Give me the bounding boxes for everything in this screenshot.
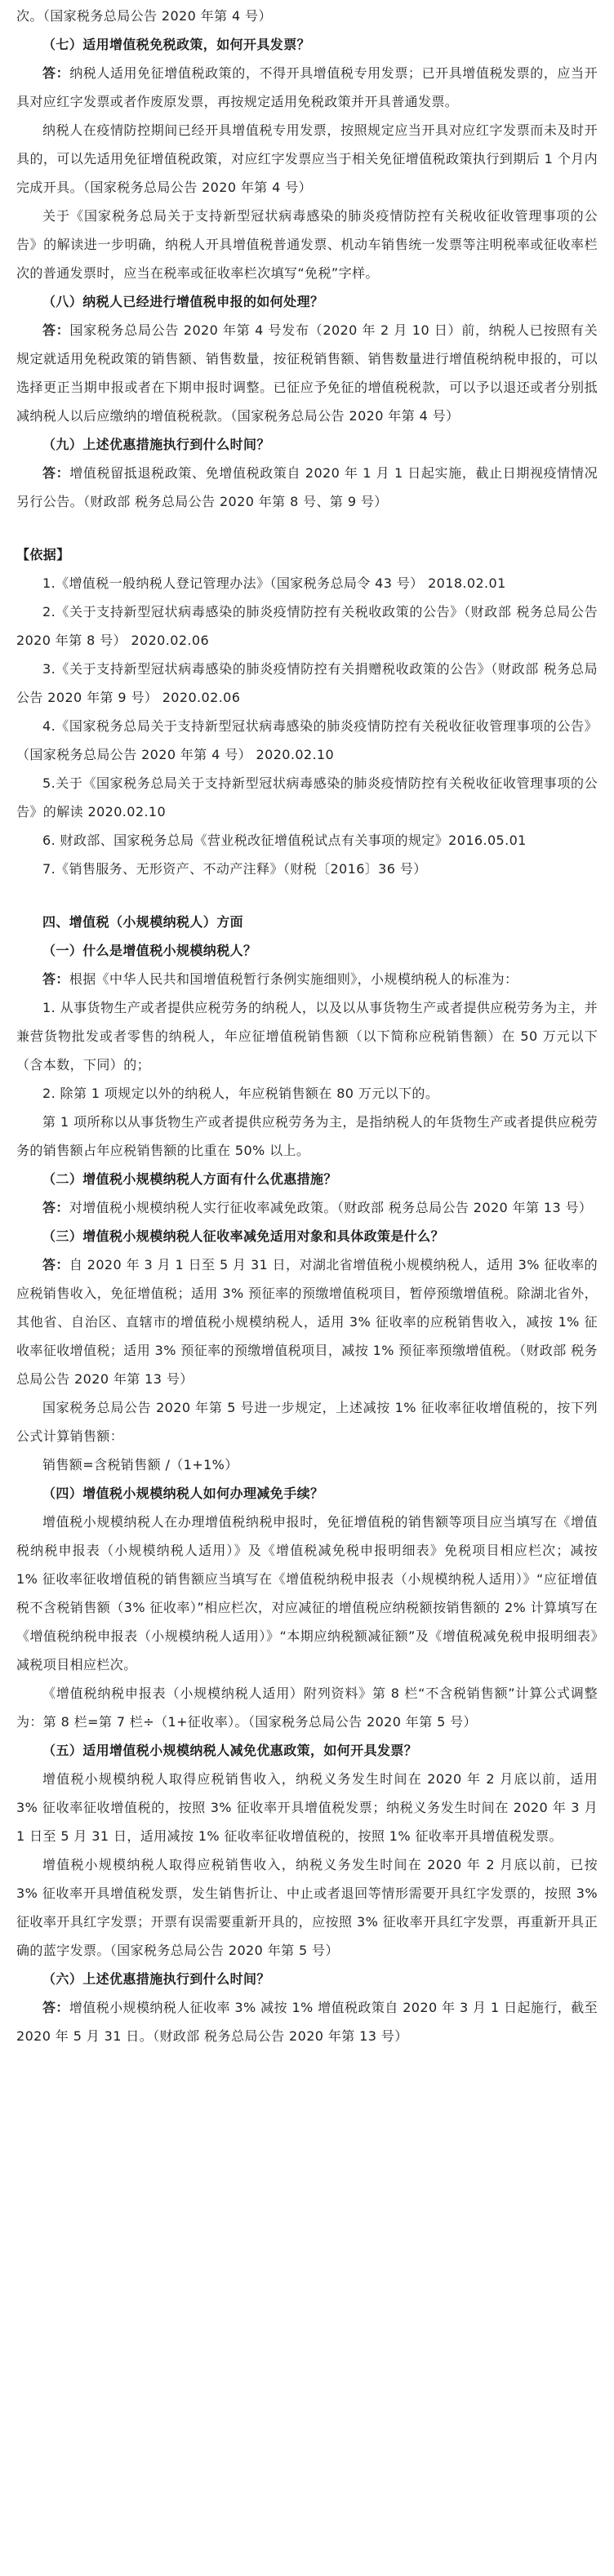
answer-label: 答： <box>42 65 70 81</box>
section-heading: 四、增值税（小规模纳税人）方面 <box>42 914 244 930</box>
body-paragraph: 增值税小规模纳税人取得应税销售收入，纳税义务发生时间在 2020 年 2 月底以前，适用 3% 征收率征收增值税的，按照 3% 征收率开具增值税发票；纳税义务发生时间在 2020 年 3 月 1 日至 5 月 31 日，适用减按 1% 征收率征收增值税的，按照 1% 征收率开具增值税发票。 <box>16 1771 598 1844</box>
section-gap <box>16 883 598 908</box>
body-paragraph: 《增值税纳税申报表（小规模纳税人适用）附列资料》第 8 栏“不含税销售额”计算公式调整为：第 8 栏=第 7 栏÷（1+征收率）。（国家税务总局公告 2020 年第 5 号） <box>16 1686 598 1730</box>
answer-text: 根据《中华人民共和国增值税暂行条例实施细则》，小规模纳税人的标准为： <box>69 971 518 987</box>
reference-item: 7.《销售服务、无形资产、不动产注释》（财税〔2016〕36 号） <box>42 861 427 877</box>
answer-text: 自 2020 年 3 月 1 日至 5 月 31 日，对湖北省增值税小规模纳税人，适用 3% 征收率的应税销售收入，免征增值税；适用 3% 预征率的预缴增值税项目，暂停预缴增值税。除湖北省外，其他省、自治区、直辖市的增值税小规模纳税人，适用 3% 征收率的应税销售收入，减按 1% 征收率征收增值税；适用 3% 预征率的预缴增值税项目，减按 1% 预征率预缴增值税。（财政部 税务总局公告 2020 年第 13 号） <box>16 1257 598 1387</box>
body-paragraph: 关于《国家税务总局关于支持新型冠状病毒感染的肺炎疫情防控有关税收征收管理事项的公告》的解读进一步明确，纳税人开具增值税普通发票、机动车销售统一发票等注明税率或征收率栏次的普通发票时，应当在税率或征收率栏次填写“免税”字样。 <box>16 208 598 281</box>
question-heading: （四）增值税小规模纳税人如何办理减免手续？ <box>42 1486 324 1501</box>
reference-item: 1.《增值税一般纳税人登记管理办法》（国家税务总局令 43 号） 2018.02.01 <box>42 575 506 591</box>
body-paragraph: 纳税人在疫情防控期间已经开具增值税专用发票，按照规定应当开具对应红字发票而未及时开具的，可以先适用免征增值税政策，对应红字发票应当于相关免征增值税政策执行到期后 1 个月内完成开具。（国家税务总局公告 2020 年第 4 号） <box>16 122 598 195</box>
answer-label: 答： <box>42 465 70 481</box>
question-heading: （六）上述优惠措施执行到什么时间？ <box>42 1971 270 1987</box>
question-heading: （八）纳税人已经进行增值税申报的如何处理？ <box>42 294 324 309</box>
answer-text: 增值税小规模纳税人征收率 3% 减按 1% 增值税政策自 2020 年 3 月 1 日起施行，截至 2020 年 5 月 31 日。（财政部 税务总局公告 2020 年第 13 号） <box>16 2000 598 2044</box>
answer-label: 答： <box>42 1200 69 1215</box>
body-paragraph: 销售额=含税销售额 /（1+1%） <box>42 1457 238 1472</box>
question-heading: （九）上述优惠措施执行到什么时间？ <box>42 437 270 452</box>
answer-paragraph <box>16 1193 598 1222</box>
reference-item: 3.《关于支持新型冠状病毒感染的肺炎疫情防控有关捐赠税收政策的公告》（财政部 税务总局公告 2020 年第 9 号） 2020.02.06 <box>16 661 598 705</box>
body-paragraph: 2. 除第 1 项规定以外的纳税人，年应税销售额在 80 万元以下的。 <box>42 1086 439 1101</box>
body-paragraph: 第 1 项所称以从事货物生产或者提供应税劳务为主，是指纳税人的年货物生产或者提供应税劳务的销售额占年应税销售额的比重在 50% 以上。 <box>16 1114 598 1158</box>
reference-item: 2.《关于支持新型冠状病毒感染的肺炎疫情防控有关税收政策的公告》（财政部 税务总局公告 2020 年第 8 号） 2020.02.06 <box>16 604 598 648</box>
basis-heading: 【依据】 <box>16 547 70 562</box>
answer-paragraph <box>16 59 598 116</box>
answer-label: 答： <box>42 322 70 338</box>
reference-item: 6. 财政部、国家税务总局《营业税改征增值税试点有关事项的规定》2016.05.01 <box>42 833 527 848</box>
question-heading: （一）什么是增值税小规模纳税人？ <box>42 943 257 958</box>
answer-paragraph <box>16 965 598 993</box>
answer-text: 国家税务总局公告 2020 年第 4 号发布（2020 年 2 月 10 日）前，纳税人已按照有关规定就适用免税政策的销售额、销售数量，按征税销售额、销售数量进行增值税纳税申报的，可以选择更正当期申报或者在下期申报时调整。已征应予免征的增值税税款，可以予以退还或者分别抵减纳税人以后应缴纳的增值税税款。（国家税务总局公告 2020 年第 4 号） <box>16 322 598 424</box>
question-heading: （三）增值税小规模纳税人征收率减免适用对象和具体政策是什么？ <box>42 1228 445 1244</box>
body-paragraph: 国家税务总局公告 2020 年第 5 号进一步规定，上述减按 1% 征收率征收增值税的，按下列公式计算销售额： <box>16 1400 598 1444</box>
body-paragraph: 增值税小规模纳税人取得应税销售收入，纳税义务发生时间在 2020 年 2 月底以前，已按 3% 征收率开具增值税发票，发生销售折让、中止或者退回等情形需要开具红字发票的，按照 3% 征收率开具红字发票；开票有误需要重新开具的，应按照 3% 征收率开具红字发票，再重新开具正确的蓝字发票。（国家税务总局公告 2020 年第 5 号） <box>16 1857 598 1958</box>
answer-paragraph <box>16 1250 598 1393</box>
answer-label: 答： <box>42 971 69 987</box>
answer-paragraph <box>16 459 598 516</box>
answer-label: 答： <box>42 2000 69 2015</box>
answer-text: 纳税人适用免征增值税政策的，不得开具增值税专用发票；已开具增值税发票的，应当开具对应红字发票或者作废原发票，再按规定适用免税政策并开具普通发票。 <box>16 65 598 109</box>
body-paragraph: 次。（国家税务总局公告 2020 年第 4 号） <box>16 8 272 24</box>
question-heading: （二）增值税小规模纳税人方面有什么优惠措施？ <box>42 1171 337 1187</box>
answer-label: 答： <box>42 1257 69 1272</box>
body-paragraph: 1. 从事货物生产或者提供应税劳务的纳税人，以及以从事货物生产或者提供应税劳务为主，并兼营货物批发或者零售的纳税人，年应征增值税销售额（以下简称应税销售额）在 50 万元以下（含本数，下同）的； <box>16 1000 598 1073</box>
answer-paragraph <box>16 1993 598 2050</box>
reference-item: 5.关于《国家税务总局关于支持新型冠状病毒感染的肺炎疫情防控有关税收征收管理事项的公告》的解读 2020.02.10 <box>16 775 598 819</box>
question-heading: （五）适用增值税小规模纳税人减免优惠政策，如何开具发票？ <box>42 1743 418 1758</box>
reference-item: 4.《国家税务总局关于支持新型冠状病毒感染的肺炎疫情防控有关税收征收管理事项的公告》（国家税务总局公告 2020 年第 4 号） 2020.02.10 <box>16 718 598 762</box>
section-gap <box>16 516 598 540</box>
answer-text: 对增值税小规模纳税人实行征收率减免政策。（财政部 税务总局公告 2020 年第 13 号） <box>69 1200 593 1215</box>
body-paragraph: 增值税小规模纳税人在办理增值税纳税申报时，免征增值税的销售额等项目应当填写在《增值税纳税申报表（小规模纳税人适用）》及《增值税减免税申报明细表》免税项目相应栏次；减按 1% 征收率征收增值税的销售额应当填写在《增值税纳税申报表（小规模纳税人适用）》“应征增值税不含税销售额（3% 征收率）”相应栏次，对应减征的增值税应纳税额按销售额的 2% 计算填写在《增值税纳税申报表（小规模纳税人适用）》“本期应纳税额减征额”及《增值税减免税申报明细表》减税项目相应栏次。 <box>16 1514 598 1672</box>
question-heading: （七）适用增值税免税政策，如何开具发票？ <box>42 37 311 52</box>
answer-paragraph <box>16 316 598 430</box>
answer-text: 增值税留抵退税政策、免增值税政策自 2020 年 1 月 1 日起实施，截止日期视疫情情况另行公告。（财政部 税务总局公告 2020 年第 8 号、第 9 号） <box>16 465 598 509</box>
